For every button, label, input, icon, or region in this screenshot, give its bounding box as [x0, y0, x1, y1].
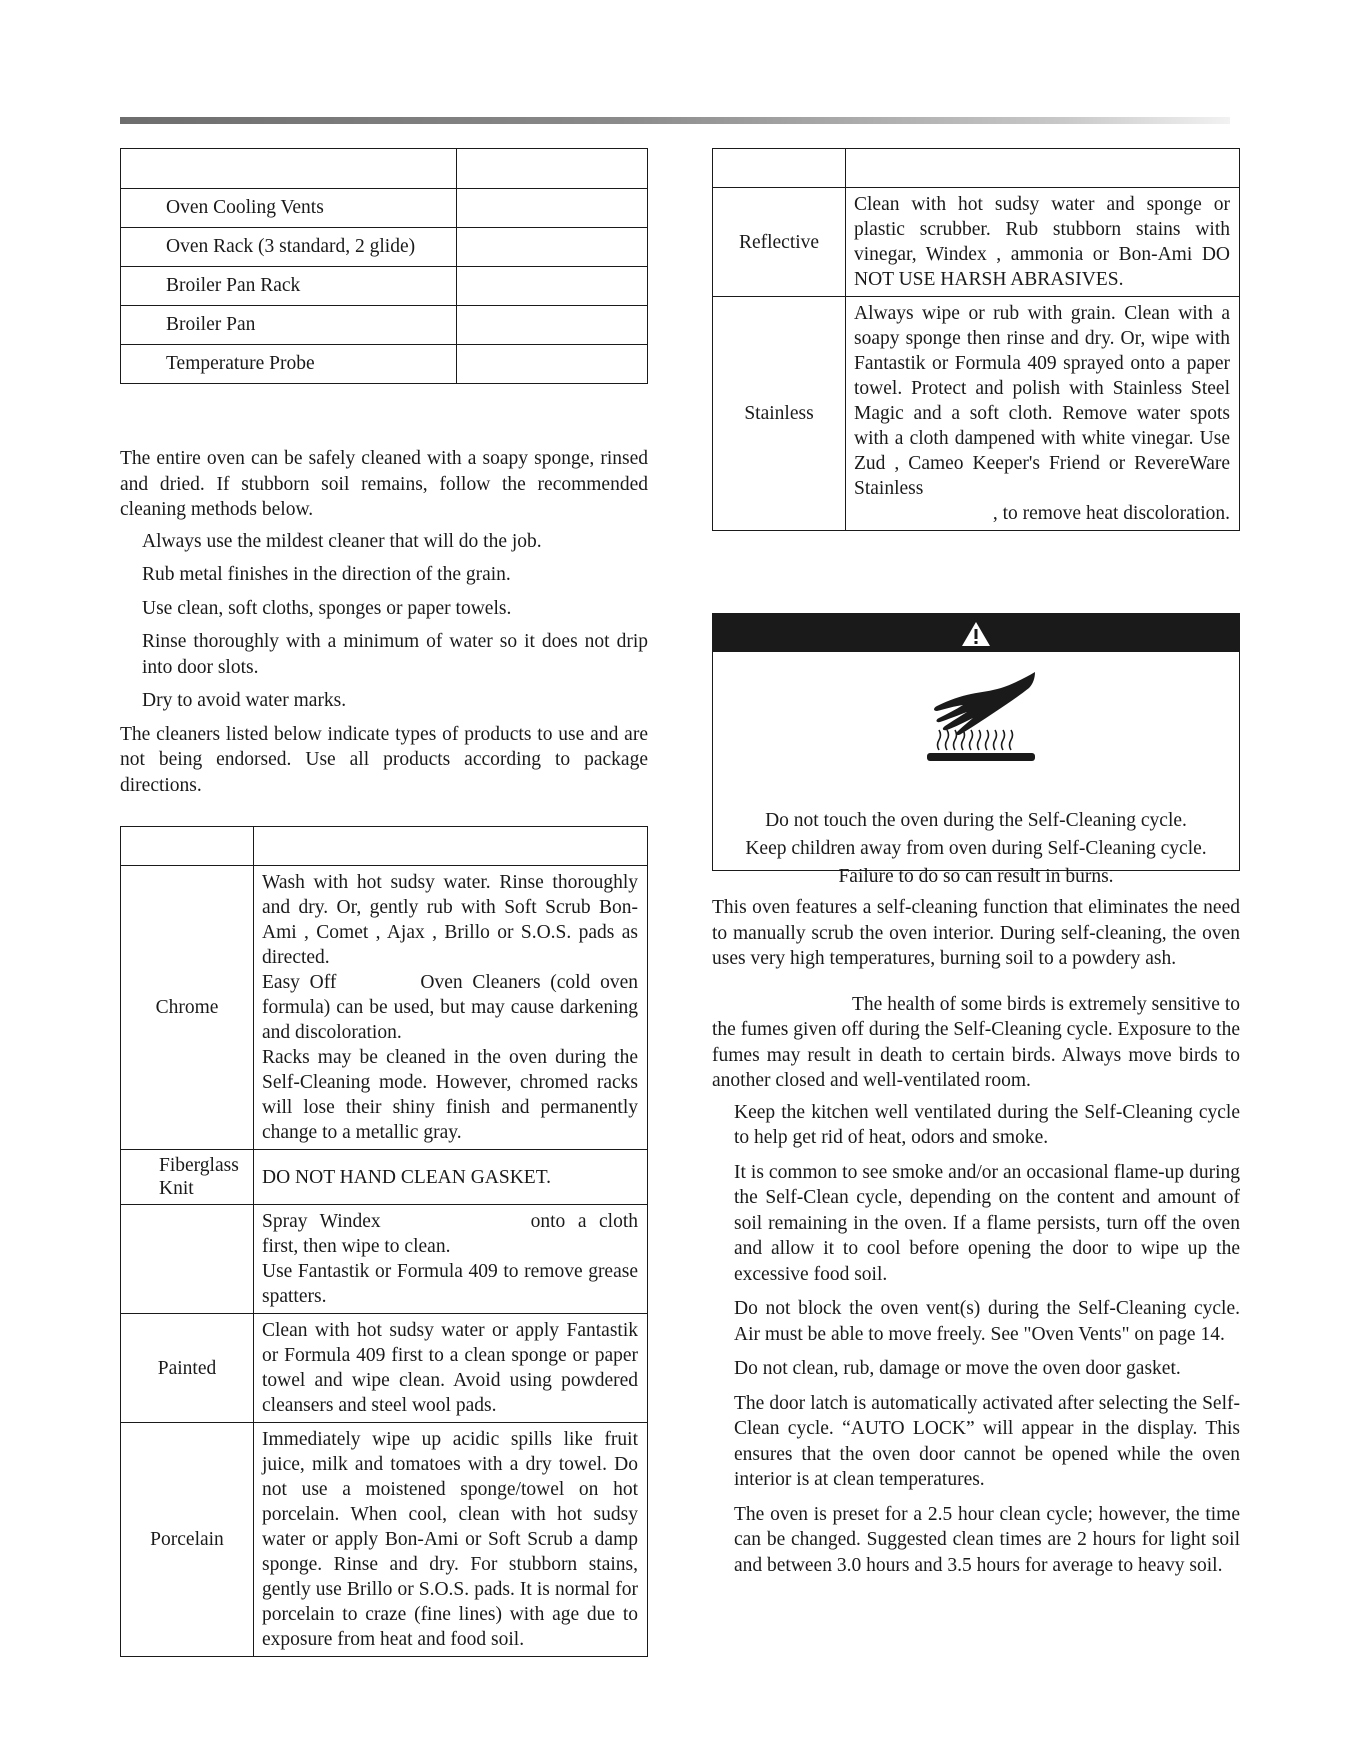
method-text: [262, 970, 638, 1045]
parts-table-header: [121, 149, 648, 189]
warning-body: [713, 652, 1239, 887]
method-cell: Clean with hot sudsy water and sponge or plastic scrubber. Rub stubborn stains with vinegar, Windex , ammonia or Bon-Ami DO NOT USE HARSH ABRASIVES.: [846, 188, 1240, 297]
header-rule: [120, 117, 1230, 124]
finish-header-cell: [254, 827, 648, 866]
table-row: [713, 188, 1240, 297]
right-column: [712, 148, 1240, 1587]
list-item: Rinse thoroughly with a minimum of water so it does not drip into door slots.: [142, 631, 648, 678]
finish-header-cell: [846, 149, 1240, 188]
list-item: Rub metal finishes in the direction of the grain.: [142, 564, 511, 585]
cleaning-tips-list: [120, 529, 648, 714]
part-name: Oven Rack (3 standard, 2 glide): [121, 228, 457, 267]
method-cell: [846, 297, 1240, 531]
list-item: Keep the kitchen well ventilated during the Self-Cleaning cycle to help get rid of heat, odors and smoke.: [734, 1101, 1240, 1148]
method-cell: DO NOT HAND CLEAN GASKET.: [254, 1150, 648, 1205]
table-row: [121, 345, 648, 384]
material-cell: Fiberglass Knit: [121, 1150, 254, 1205]
list-item: The oven is preset for a 2.5 hour clean cycle; however, the time can be changed. Suggested clean times are 2 hours for light soil and between 3.0 hours and 3.5 hours for average to heavy soil.: [734, 1503, 1240, 1576]
list-item: Dry to avoid water marks.: [142, 690, 347, 711]
part-method: [457, 189, 648, 228]
warning-text: [713, 807, 1239, 891]
table-row: [121, 189, 648, 228]
self-clean-list: [712, 1100, 1240, 1579]
material-cell: Stainless: [713, 297, 846, 531]
warning-header: [713, 614, 1239, 652]
table-row: [121, 228, 648, 267]
list-item: Do not clean, rub, damage or move the oven door gasket.: [734, 1358, 1181, 1379]
method-text: Always wipe or rub with grain. Clean with a soapy sponge then rinse and dry. Or, wipe with Fantastik or Formula 409 sprayed onto a paper towel. Protect and polish with Stainless Steel Magic and a soft cloth. Remove water spots with a cloth dampened with white vinegar. Use Zud , Cameo Keeper's Friend or RevereWare Stainless: [854, 303, 1230, 499]
method-text: Wash with hot sudsy water. Rinse thoroughly and dry. Or, gently rub with Soft Scrub Bon-Ami , Comet , Ajax , Brillo or S.O.S. pads as directed.: [262, 872, 638, 968]
list-item: Use clean, soft cloths, sponges or paper towels.: [142, 597, 512, 619]
method-text: Use Fantastik or Formula 409 to remove grease spatters.: [262, 1261, 638, 1307]
part-method: [457, 267, 648, 306]
finish-table-header: [121, 827, 648, 866]
birds-text: The health of some birds is extremely sensitive to the fumes given off during the Self-Cleaning cycle. Exposure to the fumes may result in death to certain birds. Always move birds to another closed and well-ventilated room.: [712, 993, 1240, 1091]
finish-header-cell: [713, 149, 846, 188]
warning-line: Failure to do so can result in burns.: [838, 866, 1114, 887]
finish-table-header: [713, 149, 1240, 188]
part-name: Oven Cooling Vents: [121, 189, 457, 228]
warning-line: Do not touch the oven during the Self-Cleaning cycle.: [765, 810, 1187, 831]
method-text: [262, 1209, 638, 1259]
table-row: [713, 297, 1240, 531]
part-method: [457, 345, 648, 384]
parts-table: [120, 148, 648, 384]
parts-header-cell: [121, 149, 457, 189]
material-cell: Reflective: [713, 188, 846, 297]
part-method: [457, 228, 648, 267]
finish-table-right: [712, 148, 1240, 531]
list-item: It is common to see smoke and/or an occasional flame-up during the Self-Clean cycle, depending on the content and amount of soil remaining in the oven. If a flame persists, turn off the oven and allow it to cool before opening the door to wipe up the excessive food soil.: [734, 1161, 1240, 1285]
list-item: The door latch is automatically activated after selecting the Self-Clean cycle. “AUTO LOCK” will appear in the display. This ensures that the oven door cannot be opened while the oven interior is at clean temperatures.: [734, 1392, 1240, 1490]
list-item: Always use the mildest cleaner that will do the job.: [142, 530, 542, 552]
table-row: [121, 1423, 648, 1657]
list-item: Do not block the oven vent(s) during the Self-Cleaning cycle. Air must be able to move freely. See "Oven Vents" on page 14.: [734, 1298, 1240, 1345]
material-cell: Chrome: [121, 866, 254, 1150]
method-text-tail: Oven Cleaners (cold oven formula) can be used, but may cause darkening and discoloration.: [262, 972, 638, 1043]
intro-paragraph: The entire oven can be safely cleaned with a soapy sponge, rinsed and dried. If stubborn soil remains, follow the recommended cleaning methods below.: [120, 448, 648, 520]
table-row: [121, 866, 648, 1150]
part-name: Temperature Probe: [121, 345, 457, 384]
method-text: Racks may be cleaned in the oven during the Self-Cleaning mode. However, chromed racks will lose their shiny finish and permanently change to a metallic gray.: [262, 1047, 638, 1143]
table-row: [121, 306, 648, 345]
brand-name: Spray Windex: [262, 1211, 381, 1232]
table-row: [121, 1314, 648, 1423]
hand-over-heat-icon: [925, 670, 1037, 762]
method-cell: Immediately wipe up acidic spills like fruit juice, milk and tomatoes with a dry towel. Do not use a moistened sponge/towel on hot porcelain. When cool, clean with hot sudsy water or apply Bon-Ami or Soft Scrub a damp sponge. Rinse and dry. For stubborn stains, gently use Brillo or S.O.S. pads. It is normal for porcelain to craze (fine lines) with age due to exposure from heat and food soil.: [254, 1423, 648, 1657]
table-row: [121, 1205, 648, 1314]
method-text-tail: , to remove heat discoloration.: [992, 503, 1230, 524]
method-cell: Clean with hot sudsy water or apply Fantastik or Formula 409 first to a clean sponge or paper towel and wipe clean. Avoid using powdered cleansers and steel wool pads.: [254, 1314, 648, 1423]
warning-triangle-icon: [961, 621, 991, 647]
material-cell: Porcelain: [121, 1423, 254, 1657]
material-cell: [121, 1205, 254, 1314]
part-method: [457, 306, 648, 345]
part-name: Broiler Pan Rack: [121, 267, 457, 306]
method-cell: [254, 1205, 648, 1314]
self-clean-intro: This oven features a self-cleaning function that eliminates the need to manually scrub the oven interior. During self-cleaning, the oven uses very high temperatures, burning soil to a powdery ash.: [712, 897, 1240, 969]
part-name: Broiler Pan: [121, 306, 457, 345]
finish-header-cell: [121, 827, 254, 866]
warning-line: Keep children away from oven during Self-Cleaning cycle.: [745, 838, 1207, 859]
finish-table-left: [120, 826, 648, 1657]
method-cell: [254, 866, 648, 1150]
disclaimer-paragraph: The cleaners listed below indicate types of products to use and are not being endorsed. Use all products according to package directions.: [120, 723, 648, 796]
table-row: [121, 267, 648, 306]
warning-box: [712, 613, 1240, 887]
table-row: [121, 1150, 648, 1205]
left-column: [120, 148, 648, 1657]
material-cell: Painted: [121, 1314, 254, 1423]
method-text-tail: onto a cloth first, then wipe to clean.: [262, 1211, 638, 1257]
brand-name: Easy Off: [262, 972, 337, 993]
parts-header-cell: [457, 149, 648, 189]
birds-paragraph: [712, 992, 1240, 1094]
